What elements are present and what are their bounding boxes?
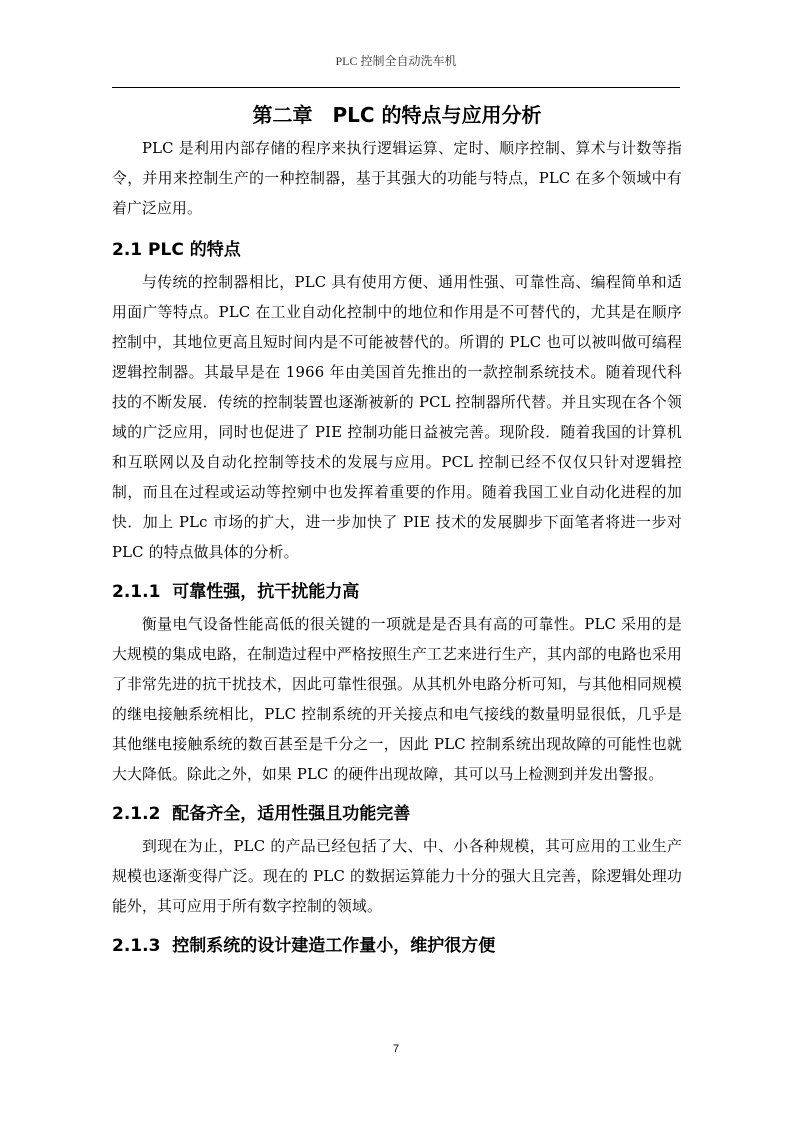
chapter-title: 第二章 PLC 的特点与应用分析 (252, 103, 542, 127)
section-2-1-2-heading: 2.1.2 配备齐全，适用性强且功能完善 (112, 804, 411, 824)
section-2-1-1-paragraph: 衡量电气设备性能高低的很关键的一项就是是否具有高的可靠性。PLC 采用的是大规模的集成电路，在制造过程中严格按照生产工艺来进行生产，其内部的电路也采用了非常先进的抗干扰技术，因此可靠性很强。从其机外电路分析可知，与其他相同规模的继电接触系统相比，PLC 控制系统的开关接点和电气接线的数量明显很低，几乎是其他继电接触系统的数百甚至是千分之一，因此 PLC 控制系统出现故障的可能性也就大大降低。除此之外，如果 PLC 的硬件出现故障，其可以马上检测到并发出警报。 (112, 616, 682, 783)
page-content (112, 98, 682, 964)
running-header: PLC 控制全自动洗车机 (335, 54, 457, 68)
section-2-1-2-paragraph: 到现在为止，PLC 的产品已经包括了大、中、小各种规模，其可应用的工业生产规模也逐渐变得广泛。现在的 PLC 的数据运算能力十分的强大且完善，除逻辑处理功能外，其可应用于所有数字控制的领域。 (112, 838, 682, 915)
header-rule (112, 87, 680, 88)
section-2-1-heading: 2.1 PLC 的特点 (112, 240, 241, 260)
page-number: 7 (392, 1043, 400, 1055)
section-2-1-1-heading: 2.1.1 可靠性强，抗干扰能力高 (112, 582, 360, 602)
section-2-1-3-heading: 2.1.3 控制系统的设计建造工作量小，维护很方便 (112, 936, 496, 956)
chapter-intro-paragraph: PLC 是利用内部存储的程序来执行逻辑运算、定时、顺序控制、算术与计数等指令，并用来控制生产的一种控制器，基于其强大的功能与特点，PLC 在多个领域中有着广泛应用。 (112, 140, 682, 217)
section-2-1-paragraph: 与传统的控制器相比，PLC 具有使用方便、通用性强、可靠性高、编程简单和适用面广等特点。PLC 在工业自动化控制中的地位和作用是不可替代的，尤其是在顺序控制中，其地位更高且短时间内是不可能被替代的。所谓的 PLC 也可以被叫做可缟程逻辑控制器。其最早是在 1966 年由美国首先推出的一款控制系统技术。随着现代科技的不断发展．传统的控制装置也逐渐被新的 PCL 控制器所代替。并且实现在各个领域的广泛应用，同时也促进了 PIE 控制功能日益被完善。现阶段．随着我国的计算机和互联网以及自动化控制等技术的发展与应用。PCL 控制已经不仅仅只针对逻辑控制，而且在过程或运动等控剜中也发挥着重要的作用。随着我国工业自动化进程的加快．加上 PLc 市场的扩大，进一步加快了 PIE 技术的发展脚步下面笔者将进一步对 PLC 的特点做具体的分析。 (112, 274, 682, 561)
